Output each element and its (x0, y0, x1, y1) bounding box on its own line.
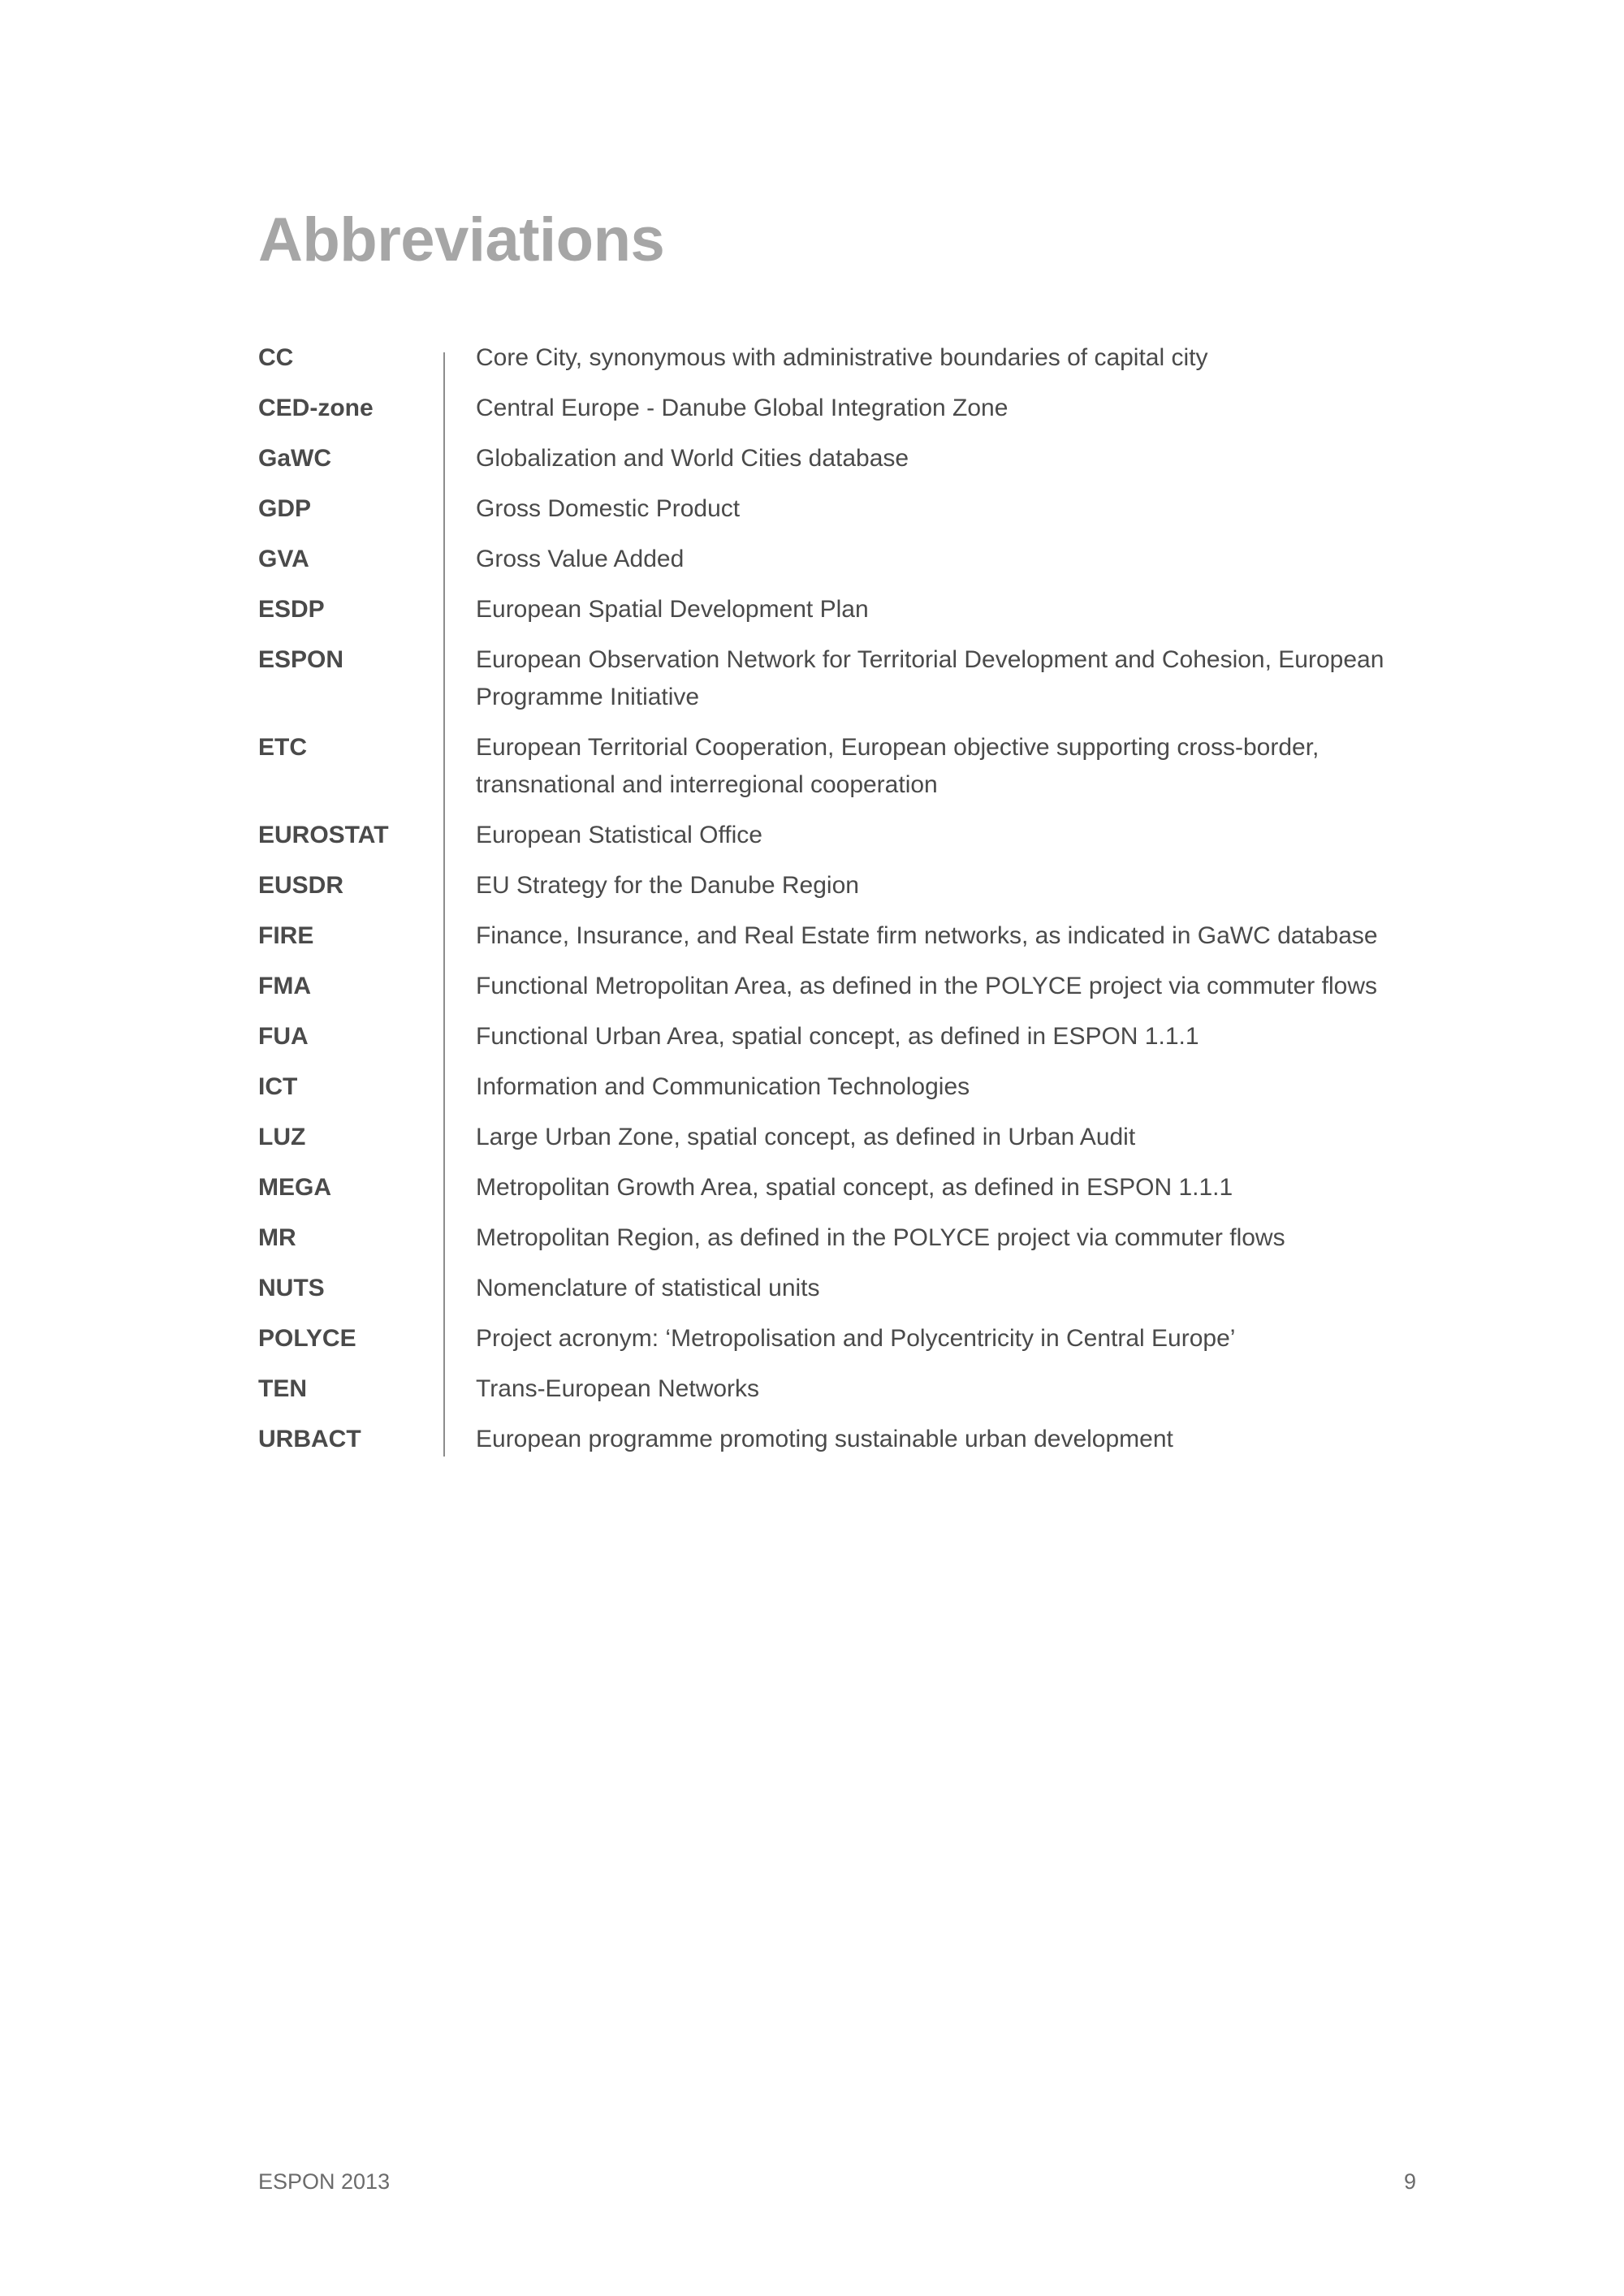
abbreviation-definition: Gross Value Added (476, 546, 685, 572)
abbreviation-term: CC (258, 344, 294, 371)
abbreviation-term: URBACT (258, 1426, 361, 1452)
abbreviation-definition: Trans-European Networks (476, 1375, 760, 1402)
abbreviation-row (258, 1219, 1419, 1257)
abbreviation-term: GDP (258, 495, 312, 522)
abbreviation-definition: Central Europe - Danube Global Integration Zone (476, 395, 1009, 421)
abbreviation-definition: European Statistical Office (476, 822, 762, 848)
abbreviation-term: GVA (258, 546, 309, 572)
page-title: Abbreviations (258, 205, 665, 274)
abbreviation-row (258, 917, 1419, 955)
abbreviation-row (258, 490, 1419, 528)
abbreviation-term: FIRE (258, 922, 314, 949)
abbreviation-term: FUA (258, 1023, 309, 1050)
page-number: 9 (1403, 2169, 1416, 2194)
abbreviation-term: GaWC (258, 445, 331, 472)
abbreviation-row (258, 1068, 1419, 1106)
abbreviation-row (258, 867, 1419, 904)
abbreviation-definition: Core City, synonymous with administrative boundaries of capital city (476, 344, 1208, 371)
abbreviation-term: LUZ (258, 1124, 306, 1150)
abbreviation-term: FMA (258, 973, 311, 999)
abbreviation-row (258, 1421, 1419, 1458)
abbreviation-definition: Large Urban Zone, spatial concept, as defined in Urban Audit (476, 1124, 1136, 1150)
abbreviation-term: CED-zone (258, 395, 374, 421)
abbreviation-row (258, 1018, 1419, 1055)
abbreviation-definition: Functional Urban Area, spatial concept, as defined in ESPON 1.1.1 (476, 1023, 1199, 1050)
abbreviations-table (258, 339, 1419, 1471)
abbreviation-row (258, 541, 1419, 578)
abbreviation-definition: Metropolitan Growth Area, spatial concept, as defined in ESPON 1.1.1 (476, 1174, 1233, 1201)
abbreviation-definition: European Territorial Cooperation, European objective supporting cross-border, transnational and interregional cooperation (476, 734, 1320, 798)
abbreviation-definition: Functional Metropolitan Area, as defined in the POLYCE project via commuter flows (476, 973, 1377, 999)
abbreviation-term: ESPON (258, 646, 344, 673)
abbreviation-definition: EU Strategy for the Danube Region (476, 872, 859, 899)
abbreviation-definition: Nomenclature of statistical units (476, 1275, 820, 1301)
abbreviation-row (258, 1370, 1419, 1408)
abbreviation-definition: Metropolitan Region, as defined in the POLYCE project via commuter flows (476, 1224, 1285, 1251)
column-divider (443, 352, 445, 1457)
abbreviation-term: MEGA (258, 1174, 331, 1201)
abbreviation-row (258, 339, 1419, 377)
abbreviation-term: EUSDR (258, 872, 344, 899)
abbreviation-row (258, 729, 1419, 804)
abbreviation-definition: Gross Domestic Product (476, 495, 741, 522)
abbreviation-definition: Information and Communication Technologies (476, 1073, 970, 1100)
abbreviation-row (258, 1169, 1419, 1206)
abbreviation-term: EUROSTAT (258, 822, 389, 848)
abbreviation-row (258, 1270, 1419, 1307)
abbreviation-row (258, 968, 1419, 1005)
abbreviation-term: ICT (258, 1073, 298, 1100)
abbreviation-definition: European programme promoting sustainable urban development (476, 1426, 1173, 1452)
abbreviation-term: ETC (258, 734, 307, 761)
footer-publication: ESPON 2013 (258, 2169, 391, 2194)
abbreviation-term: NUTS (258, 1275, 325, 1301)
abbreviation-term: POLYCE (258, 1325, 356, 1352)
abbreviation-definition: Globalization and World Cities database (476, 445, 909, 472)
abbreviation-row (258, 641, 1419, 716)
abbreviation-row (258, 390, 1419, 427)
abbreviation-term: TEN (258, 1375, 307, 1402)
abbreviation-row (258, 1119, 1419, 1156)
abbreviation-definition: Project acronym: ‘Metropolisation and Polycentricity in Central Europe’ (476, 1325, 1236, 1352)
abbreviation-definition: European Observation Network for Territorial Development and Cohesion, European Programme Initiative (476, 646, 1384, 710)
abbreviation-definition: Finance, Insurance, and Real Estate firm networks, as indicated in GaWC database (476, 922, 1378, 949)
abbreviation-row (258, 440, 1419, 477)
abbreviation-definition: European Spatial Development Plan (476, 596, 869, 623)
abbreviation-row (258, 1320, 1419, 1357)
abbreviation-row (258, 591, 1419, 628)
abbreviation-term: MR (258, 1224, 296, 1251)
abbreviation-term: ESDP (258, 596, 325, 623)
abbreviation-row (258, 817, 1419, 854)
